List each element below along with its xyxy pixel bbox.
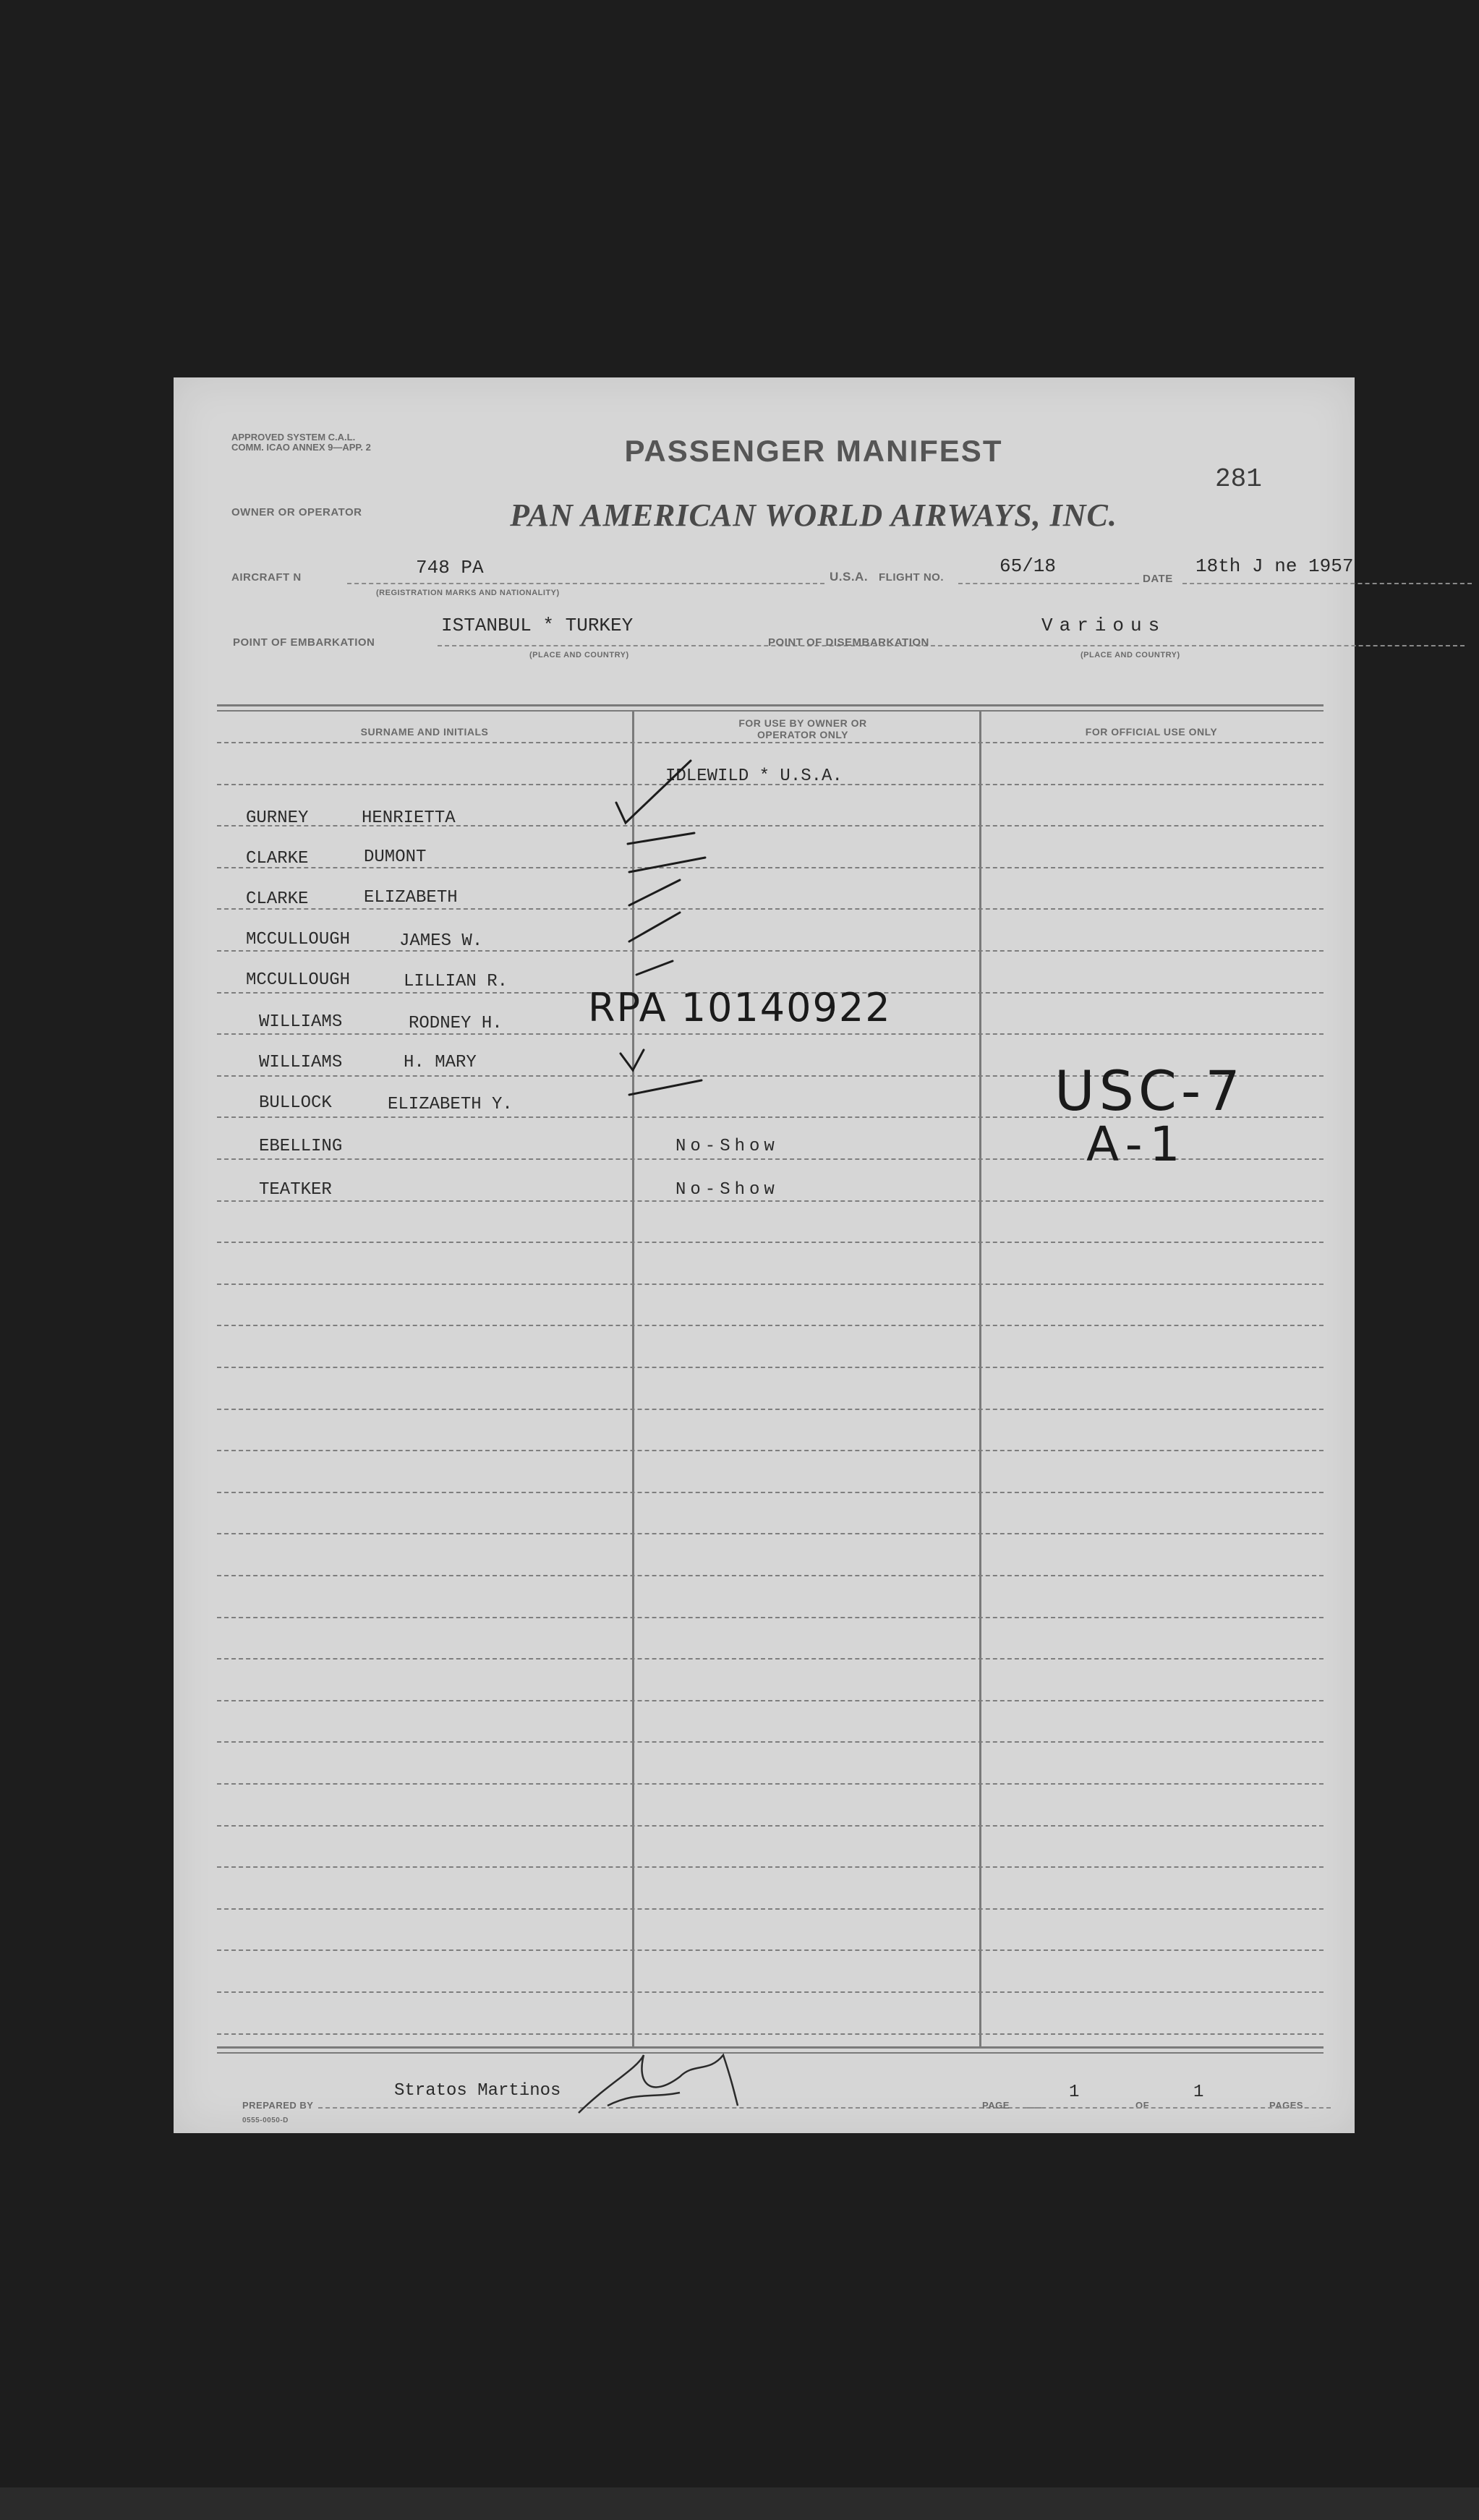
- film-edge: [0, 2487, 1479, 2520]
- form-code: 0555-0050-D: [242, 2117, 289, 2124]
- approval-stamp: APPROVED SYSTEM C.A.L. COMM. ICAO ANNEX 9—APP. 2: [231, 432, 371, 453]
- column-header-official: FOR OFFICIAL USE ONLY: [1085, 726, 1218, 738]
- row-7-given: H. MARY: [404, 1053, 477, 1072]
- embarkation-label: POINT OF EMBARKATION: [233, 636, 375, 649]
- disembarkation-sublabel: (PLACE AND COUNTRY): [1081, 651, 1180, 659]
- page-label: PAGE: [982, 2100, 1010, 2111]
- embarkation-value: ISTANBUL * TURKEY: [441, 615, 634, 636]
- disembarkation-label: POINT OF DISEMBARKATION: [768, 636, 929, 649]
- date-value: 18th J ne 1957: [1195, 555, 1354, 577]
- row-8-given: ELIZABETH Y.: [388, 1095, 513, 1114]
- row-9-surname: EBELLING: [259, 1137, 343, 1156]
- page-title: PASSENGER MANIFEST: [624, 434, 1003, 468]
- archive-page-number: 281: [1215, 464, 1262, 494]
- owner-label: OWNER OR OPERATOR: [231, 506, 362, 518]
- row-6-surname: WILLIAMS: [259, 1012, 343, 1032]
- handwritten-official-code: USC-7: [1054, 1059, 1245, 1123]
- page-value: 1: [1069, 2083, 1080, 2102]
- row-7-surname: WILLIAMS: [259, 1053, 343, 1072]
- disembarkation-value: Various: [1041, 615, 1167, 636]
- row-4-surname: MCCULLOUGH: [246, 930, 351, 949]
- preparer-name: Stratos Martinos: [394, 2081, 561, 2101]
- preparer-signature: [174, 377, 1355, 2133]
- row-5-given: LILLIAN R.: [404, 972, 508, 991]
- row-10-note: No-Show: [675, 1180, 779, 1200]
- row-1-given: HENRIETTA: [362, 808, 456, 828]
- flight-value: 65/18: [1000, 555, 1057, 577]
- row-3-given: ELIZABETH: [364, 888, 458, 907]
- pages-value: 1: [1193, 2083, 1204, 2102]
- handwritten-rpa-number: RPA 10140922: [588, 985, 892, 1030]
- of-label: OF: [1135, 2100, 1150, 2111]
- destination-value: IDLEWILD * U.S.A.: [665, 766, 843, 786]
- date-label: DATE: [1143, 573, 1173, 585]
- row-1-surname: GURNEY: [246, 808, 309, 828]
- embarkation-sublabel: (PLACE AND COUNTRY): [529, 651, 629, 659]
- row-10-surname: TEATKER: [259, 1180, 332, 1200]
- flight-label: FLIGHT NO.: [879, 571, 944, 584]
- column-header-owner-use: FOR USE BY OWNER OR OPERATOR ONLY: [738, 717, 867, 740]
- row-2-surname: CLARKE: [246, 849, 309, 868]
- row-4-given: JAMES W.: [399, 931, 483, 951]
- aircraft-label: AIRCRAFT N: [231, 571, 302, 584]
- prepared-label: PREPARED BY: [242, 2100, 314, 2111]
- pages-label: PAGES: [1269, 2100, 1304, 2111]
- handwritten-official-code-2: A-1: [1086, 1116, 1188, 1172]
- row-2-given: DUMONT: [364, 847, 427, 867]
- usa-label: U.S.A.: [830, 570, 869, 584]
- column-header-surname: SURNAME AND INITIALS: [360, 726, 489, 738]
- owner-name: PAN AMERICAN WORLD AIRWAYS, INC.: [510, 497, 1117, 533]
- row-9-note: No-Show: [675, 1137, 779, 1156]
- row-3-surname: CLARKE: [246, 889, 309, 909]
- row-8-surname: BULLOCK: [259, 1093, 332, 1113]
- row-6-given: RODNEY H.: [409, 1014, 503, 1033]
- row-5-surname: MCCULLOUGH: [246, 970, 351, 990]
- manifest-sheet: [174, 377, 1355, 2133]
- aircraft-sublabel: (REGISTRATION MARKS AND NATIONALITY): [376, 589, 560, 597]
- aircraft-value: 748 PA: [416, 557, 484, 578]
